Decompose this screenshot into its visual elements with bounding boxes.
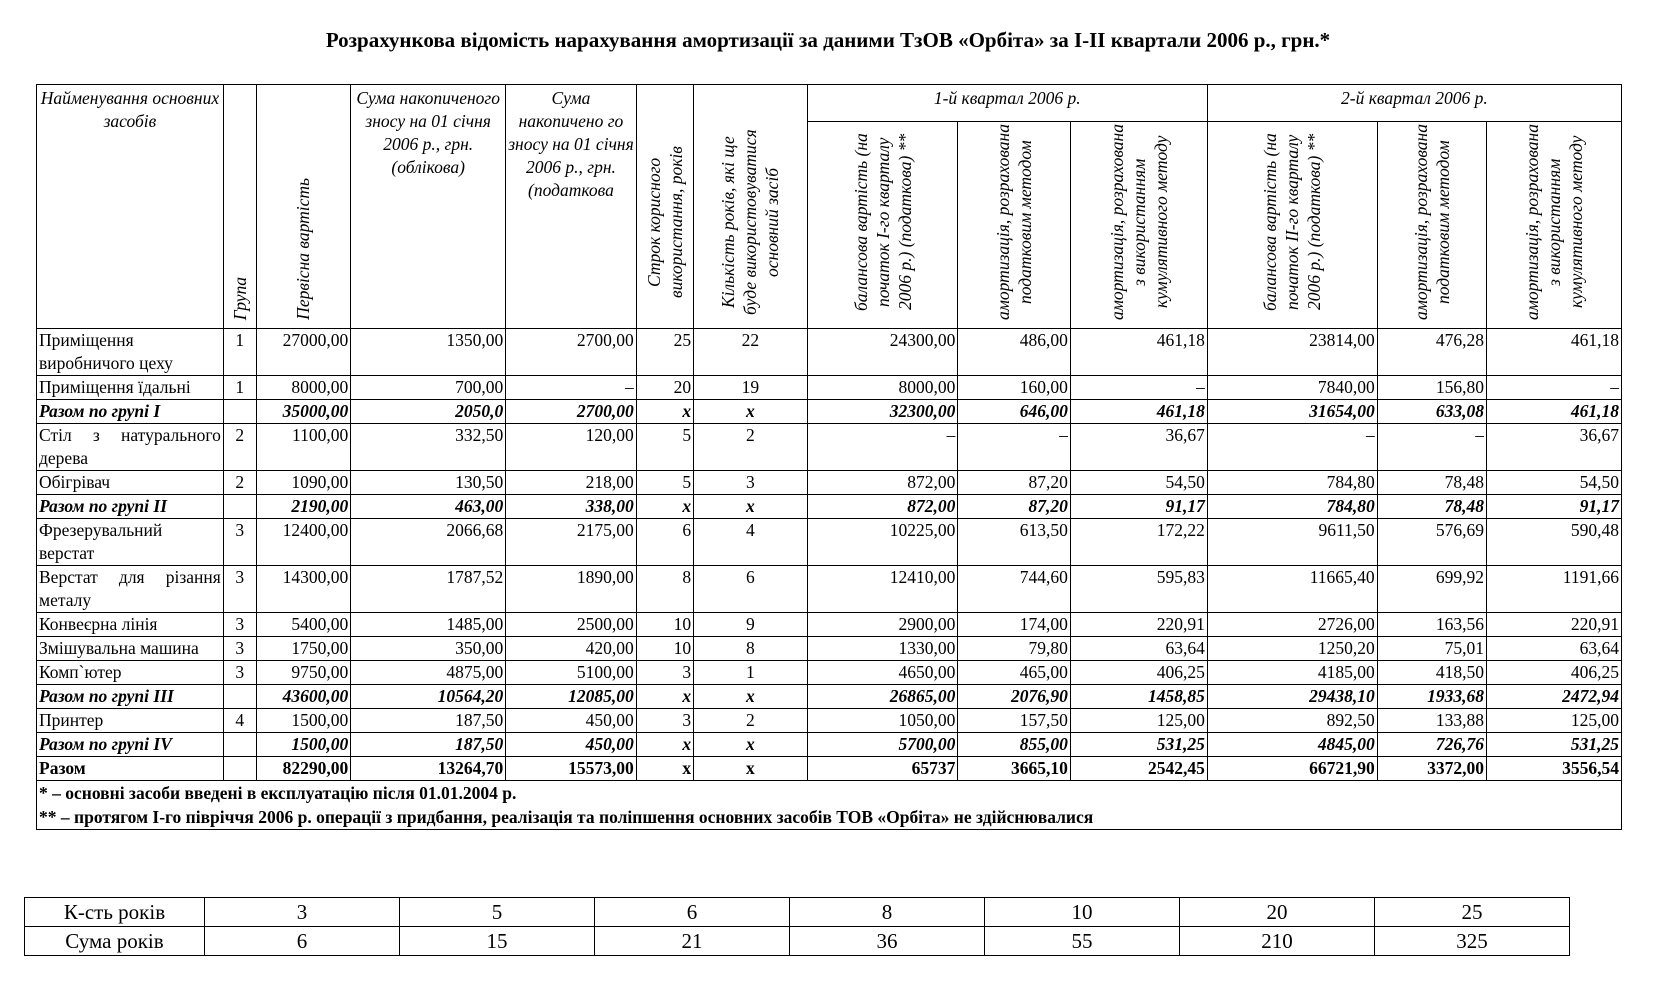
row-name: Приміщення їдальні [37, 376, 224, 400]
row-initial-cost: 1750,00 [256, 637, 350, 661]
row-years-left: 3 [694, 471, 808, 495]
header-row-1 [37, 85, 1622, 122]
row-years-left: 1 [694, 661, 808, 685]
row-useful-life: 10 [636, 613, 693, 637]
row-years-left: х [694, 495, 808, 519]
row-initial-cost: 12400,00 [256, 519, 350, 566]
row-acc-book: 1485,00 [351, 613, 506, 637]
row-initial-cost: 1500,00 [256, 709, 350, 733]
years-sum-cell: 325 [1375, 927, 1570, 956]
row-q1-tax: 87,20 [958, 495, 1071, 519]
col-header-acc-book: Сума накопиченого зносу на 01 січня 2006 р., грн. (облікова) [351, 85, 506, 329]
col-header-q2-cum: амортизація, розрахована з використанням кумулятивного методу [1487, 122, 1622, 329]
row-group [223, 733, 256, 757]
row-q1-balance: 4650,00 [807, 661, 958, 685]
col-header-name: Найменування основних засобів [37, 85, 224, 329]
row-q1-tax: 486,00 [958, 329, 1071, 376]
row-q2-balance: 2726,00 [1207, 613, 1377, 637]
row-q2-cum: 36,67 [1487, 424, 1622, 471]
row-q2-tax: 633,08 [1377, 400, 1486, 424]
row-q2-cum: 1191,66 [1487, 566, 1622, 613]
col-header-years-left: Кількість років, які ще буде використовуватися основний засіб [694, 85, 808, 329]
row-name: Разом по групі ІІІ [37, 685, 224, 709]
row-name: Конвеєрна лінія [37, 613, 224, 637]
row-q1-tax: 646,00 [958, 400, 1071, 424]
row-q1-tax: 174,00 [958, 613, 1071, 637]
years-count-cell: 20 [1180, 898, 1375, 927]
row-useful-life: 3 [636, 709, 693, 733]
row-q1-cum: 36,67 [1070, 424, 1207, 471]
row-years-left: 8 [694, 637, 808, 661]
row-q2-tax: 3372,00 [1377, 757, 1486, 781]
table-row [37, 376, 1622, 400]
row-q2-tax: 699,92 [1377, 566, 1486, 613]
row-q2-balance: 1250,20 [1207, 637, 1377, 661]
col-header-group: Група [223, 85, 256, 329]
row-name: Обігрівач [37, 471, 224, 495]
row-q2-cum: 406,25 [1487, 661, 1622, 685]
row-acc-book: 13264,70 [351, 757, 506, 781]
table-row [37, 661, 1622, 685]
row-group: 1 [223, 329, 256, 376]
row-q2-balance: 29438,10 [1207, 685, 1377, 709]
row-q1-balance: 10225,00 [807, 519, 958, 566]
years-count-row [25, 898, 1570, 927]
row-acc-tax: 2700,00 [506, 329, 637, 376]
row-useful-life: х [636, 733, 693, 757]
row-group: 3 [223, 613, 256, 637]
row-group [223, 685, 256, 709]
table-row [37, 471, 1622, 495]
col-header-q2-tax: амортизація, розрахована податковим методом [1377, 122, 1486, 329]
row-years-left: 6 [694, 566, 808, 613]
row-initial-cost: 35000,00 [256, 400, 350, 424]
row-acc-tax: 120,00 [506, 424, 637, 471]
col-header-q1-balance: балансова вартість (на початок І-го кварталу 2006 р.) (податкова) ** [807, 122, 958, 329]
row-q2-cum: 54,50 [1487, 471, 1622, 495]
row-q2-balance: 892,50 [1207, 709, 1377, 733]
row-acc-tax: 5100,00 [506, 661, 637, 685]
row-q2-tax: 476,28 [1377, 329, 1486, 376]
footnotes [37, 781, 1622, 830]
row-initial-cost: 82290,00 [256, 757, 350, 781]
subtotal-row [37, 685, 1622, 709]
row-name: Приміщення виробничого цеху [37, 329, 224, 376]
col-header-q2-balance: балансова вартість (на початок ІІ-го кварталу 2006 р.) (податкова) ** [1207, 122, 1377, 329]
row-group: 1 [223, 376, 256, 400]
years-sum-label: Сума років [25, 927, 205, 956]
total-row [37, 757, 1622, 781]
row-q1-balance: 5700,00 [807, 733, 958, 757]
row-q1-cum: 91,17 [1070, 495, 1207, 519]
footnote-row [37, 781, 1622, 830]
row-acc-tax: – [506, 376, 637, 400]
col-header-initial-cost: Первісна вартість [256, 85, 350, 329]
row-q1-balance: 32300,00 [807, 400, 958, 424]
col-header-useful-life: Строк корисного використання, років [636, 85, 693, 329]
row-q2-cum: 220,91 [1487, 613, 1622, 637]
row-acc-tax: 218,00 [506, 471, 637, 495]
row-q1-balance: 872,00 [807, 495, 958, 519]
row-q2-cum: 590,48 [1487, 519, 1622, 566]
row-q2-tax: 418,50 [1377, 661, 1486, 685]
row-useful-life: х [636, 400, 693, 424]
row-years-left: х [694, 685, 808, 709]
row-initial-cost: 1090,00 [256, 471, 350, 495]
footnote-1: * – основні засоби введені в експлуатацію після 01.01.2004 р. [39, 783, 517, 803]
years-sum-cell: 6 [205, 927, 400, 956]
row-years-left: х [694, 757, 808, 781]
row-acc-book: 1350,00 [351, 329, 506, 376]
page-title: Розрахункова відомість нарахування амортизації за даними ТзОВ «Орбіта» за І-ІІ квартали 2006 р., грн.* [325, 28, 1331, 52]
row-q1-cum: 406,25 [1070, 661, 1207, 685]
row-initial-cost: 2190,00 [256, 495, 350, 519]
row-q1-balance: 26865,00 [807, 685, 958, 709]
row-useful-life: 25 [636, 329, 693, 376]
row-q2-balance: – [1207, 424, 1377, 471]
row-q1-tax: 79,80 [958, 637, 1071, 661]
row-q2-tax: 78,48 [1377, 495, 1486, 519]
subtotal-row [37, 495, 1622, 519]
row-q1-cum: 54,50 [1070, 471, 1207, 495]
row-name: Принтер [37, 709, 224, 733]
row-q2-balance: 66721,90 [1207, 757, 1377, 781]
row-useful-life: 20 [636, 376, 693, 400]
row-group [223, 495, 256, 519]
row-q2-balance: 23814,00 [1207, 329, 1377, 376]
years-sum-row [25, 927, 1570, 956]
row-useful-life: х [636, 495, 693, 519]
years-count-cell: 25 [1375, 898, 1570, 927]
table-body [37, 329, 1622, 781]
row-acc-tax: 15573,00 [506, 757, 637, 781]
row-group: 3 [223, 566, 256, 613]
row-useful-life: 3 [636, 661, 693, 685]
row-group [223, 400, 256, 424]
row-group: 3 [223, 637, 256, 661]
row-group: 2 [223, 471, 256, 495]
row-q1-cum: 172,22 [1070, 519, 1207, 566]
row-acc-book: 350,00 [351, 637, 506, 661]
row-q1-cum: 2542,45 [1070, 757, 1207, 781]
row-initial-cost: 27000,00 [256, 329, 350, 376]
row-q2-cum: 125,00 [1487, 709, 1622, 733]
row-acc-book: 10564,20 [351, 685, 506, 709]
row-q2-tax: 726,76 [1377, 733, 1486, 757]
row-q1-balance: 1050,00 [807, 709, 958, 733]
row-acc-book: 187,50 [351, 733, 506, 757]
col-header-q1: 1-й квартал 2006 р. [807, 85, 1207, 122]
row-q1-tax: 2076,90 [958, 685, 1071, 709]
row-q1-balance: 65737 [807, 757, 958, 781]
years-count-label: К-сть років [25, 898, 205, 927]
row-q2-tax: 133,88 [1377, 709, 1486, 733]
row-q1-tax: 157,50 [958, 709, 1071, 733]
row-initial-cost: 9750,00 [256, 661, 350, 685]
row-q1-cum: 595,83 [1070, 566, 1207, 613]
row-useful-life: 8 [636, 566, 693, 613]
row-name: Верстат для різання металу [37, 566, 224, 613]
row-q1-cum: 531,25 [1070, 733, 1207, 757]
row-q2-tax: 1933,68 [1377, 685, 1486, 709]
row-q1-balance: – [807, 424, 958, 471]
row-q1-balance: 1330,00 [807, 637, 958, 661]
years-sum-cell: 15 [400, 927, 595, 956]
row-useful-life: 6 [636, 519, 693, 566]
row-q2-balance: 31654,00 [1207, 400, 1377, 424]
row-q1-cum: 461,18 [1070, 329, 1207, 376]
row-q1-balance: 2900,00 [807, 613, 958, 637]
col-header-q1-tax: амортизація, розрахована податковим методом [958, 122, 1071, 329]
row-group: 4 [223, 709, 256, 733]
table-row [37, 637, 1622, 661]
row-q2-cum: 461,18 [1487, 400, 1622, 424]
table-row [37, 613, 1622, 637]
row-q1-tax: 613,50 [958, 519, 1071, 566]
row-name: Разом по групі ІІ [37, 495, 224, 519]
row-acc-tax: 450,00 [506, 709, 637, 733]
years-count-cell: 3 [205, 898, 400, 927]
row-q2-tax: 78,48 [1377, 471, 1486, 495]
row-q1-tax: 744,60 [958, 566, 1071, 613]
row-years-left: 4 [694, 519, 808, 566]
row-group: 2 [223, 424, 256, 471]
row-name: Стіл з натурального дерева [37, 424, 224, 471]
row-acc-tax: 2175,00 [506, 519, 637, 566]
row-useful-life: х [636, 757, 693, 781]
row-q2-balance: 784,80 [1207, 495, 1377, 519]
row-q2-tax: 156,80 [1377, 376, 1486, 400]
row-q1-balance: 872,00 [807, 471, 958, 495]
row-acc-book: 187,50 [351, 709, 506, 733]
row-acc-book: 332,50 [351, 424, 506, 471]
row-q2-tax: 576,69 [1377, 519, 1486, 566]
row-q1-cum: – [1070, 376, 1207, 400]
table-row [37, 519, 1622, 566]
sum-of-years-table [24, 897, 1570, 956]
row-q2-cum: 2472,94 [1487, 685, 1622, 709]
row-acc-tax: 12085,00 [506, 685, 637, 709]
row-q1-cum: 125,00 [1070, 709, 1207, 733]
table-row [37, 709, 1622, 733]
row-name: Разом [37, 757, 224, 781]
row-group [223, 757, 256, 781]
years-count-cell: 5 [400, 898, 595, 927]
row-years-left: х [694, 400, 808, 424]
row-initial-cost: 8000,00 [256, 376, 350, 400]
row-acc-book: 130,50 [351, 471, 506, 495]
row-years-left: 9 [694, 613, 808, 637]
row-q2-cum: 3556,54 [1487, 757, 1622, 781]
row-q2-tax: 75,01 [1377, 637, 1486, 661]
row-initial-cost: 1500,00 [256, 733, 350, 757]
subtotal-row [37, 400, 1622, 424]
col-header-acc-tax: Сума накопичено го зносу на 01 січня 2006 р., грн. (податкова [506, 85, 637, 329]
row-years-left: х [694, 733, 808, 757]
row-group: 3 [223, 519, 256, 566]
row-acc-tax: 2500,00 [506, 613, 637, 637]
row-q1-cum: 1458,85 [1070, 685, 1207, 709]
row-years-left: 2 [694, 424, 808, 471]
years-sum-cell: 36 [790, 927, 985, 956]
row-q2-cum: 91,17 [1487, 495, 1622, 519]
row-years-left: 2 [694, 709, 808, 733]
row-name: Комп`ютер [37, 661, 224, 685]
years-count-cell: 10 [985, 898, 1180, 927]
row-q2-tax: – [1377, 424, 1486, 471]
depreciation-table [36, 84, 1622, 830]
row-initial-cost: 14300,00 [256, 566, 350, 613]
row-group: 3 [223, 661, 256, 685]
row-acc-tax: 2700,00 [506, 400, 637, 424]
row-q2-cum: 531,25 [1487, 733, 1622, 757]
row-q1-cum: 220,91 [1070, 613, 1207, 637]
row-years-left: 22 [694, 329, 808, 376]
row-acc-tax: 1890,00 [506, 566, 637, 613]
row-initial-cost: 5400,00 [256, 613, 350, 637]
row-q2-balance: 4845,00 [1207, 733, 1377, 757]
row-q2-cum: 461,18 [1487, 329, 1622, 376]
row-acc-tax: 338,00 [506, 495, 637, 519]
row-acc-book: 463,00 [351, 495, 506, 519]
row-q1-balance: 24300,00 [807, 329, 958, 376]
row-q2-balance: 9611,50 [1207, 519, 1377, 566]
row-q1-tax: 855,00 [958, 733, 1071, 757]
years-count-cell: 6 [595, 898, 790, 927]
years-sum-cell: 55 [985, 927, 1180, 956]
row-q2-cum: – [1487, 376, 1622, 400]
row-years-left: 19 [694, 376, 808, 400]
row-q2-balance: 7840,00 [1207, 376, 1377, 400]
years-count-cell: 8 [790, 898, 985, 927]
row-useful-life: 5 [636, 424, 693, 471]
row-q2-tax: 163,56 [1377, 613, 1486, 637]
row-initial-cost: 43600,00 [256, 685, 350, 709]
row-q1-balance: 8000,00 [807, 376, 958, 400]
table-row [37, 566, 1622, 613]
row-q1-tax: 3665,10 [958, 757, 1071, 781]
row-useful-life: 10 [636, 637, 693, 661]
row-name: Фрезерувальний верстат [37, 519, 224, 566]
row-name: Разом по групі І [37, 400, 224, 424]
row-q1-cum: 63,64 [1070, 637, 1207, 661]
row-q1-tax: 465,00 [958, 661, 1071, 685]
row-q1-tax: 160,00 [958, 376, 1071, 400]
row-initial-cost: 1100,00 [256, 424, 350, 471]
row-acc-book: 2050,0 [351, 400, 506, 424]
row-acc-tax: 450,00 [506, 733, 637, 757]
row-useful-life: х [636, 685, 693, 709]
row-acc-tax: 420,00 [506, 637, 637, 661]
row-q2-balance: 4185,00 [1207, 661, 1377, 685]
row-q2-balance: 11665,40 [1207, 566, 1377, 613]
row-name: Змішувальна машина [37, 637, 224, 661]
row-q2-balance: 784,80 [1207, 471, 1377, 495]
row-name: Разом по групі IV [37, 733, 224, 757]
row-q1-cum: 461,18 [1070, 400, 1207, 424]
row-q2-cum: 63,64 [1487, 637, 1622, 661]
years-sum-cell: 21 [595, 927, 790, 956]
row-acc-book: 700,00 [351, 376, 506, 400]
footnote-2: ** – протягом І-го півріччя 2006 р. операції з придбання, реалізація та поліпшення основних засобів ТОВ «Орбіта» не здійснювалися [39, 807, 1094, 827]
subtotal-row [37, 733, 1622, 757]
row-q1-tax: 87,20 [958, 471, 1071, 495]
row-acc-book: 2066,68 [351, 519, 506, 566]
col-header-q1-cum: амортизація, розрахована з використанням кумулятивного методу [1070, 122, 1207, 329]
row-q1-tax: – [958, 424, 1071, 471]
years-sum-cell: 210 [1180, 927, 1375, 956]
row-useful-life: 5 [636, 471, 693, 495]
row-acc-book: 4875,00 [351, 661, 506, 685]
col-header-q2: 2-й квартал 2006 р. [1207, 85, 1621, 122]
table-row [37, 329, 1622, 376]
row-q1-balance: 12410,00 [807, 566, 958, 613]
row-acc-book: 1787,52 [351, 566, 506, 613]
table-row [37, 424, 1622, 471]
